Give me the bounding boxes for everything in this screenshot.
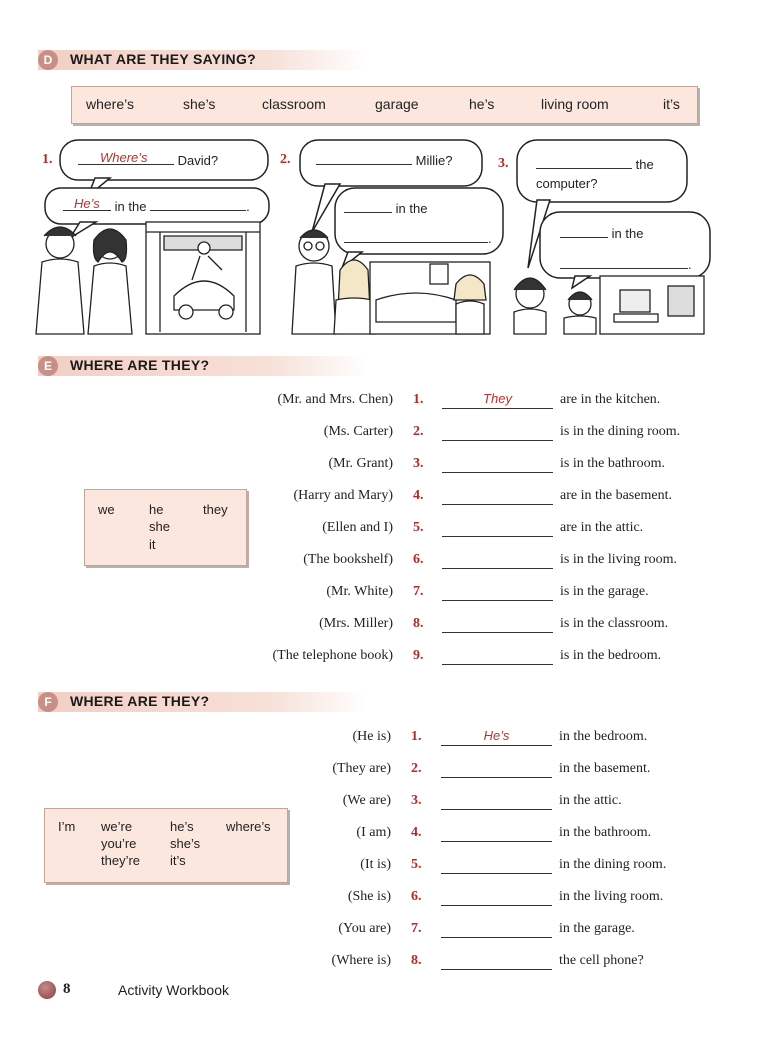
answer-blank[interactable] xyxy=(441,859,552,874)
row-cue: (Ms. Carter) xyxy=(323,424,393,439)
row-cue: (She is) xyxy=(347,889,391,904)
row-number: 8. xyxy=(411,953,422,968)
answer-blank[interactable] xyxy=(441,891,552,906)
answer-blank[interactable] xyxy=(442,458,553,473)
answer-blank[interactable] xyxy=(442,650,553,665)
row-cue: (He is) xyxy=(352,729,391,744)
row-number: 5. xyxy=(411,857,422,872)
row-cue: (Mr. White) xyxy=(326,584,393,599)
row-sentence: in the bedroom. xyxy=(559,729,648,744)
row-number: 8. xyxy=(413,616,424,631)
word-bank-item: living room xyxy=(541,96,609,112)
row-number: 2. xyxy=(411,761,422,776)
word-bank-item: where’s xyxy=(86,96,134,112)
row-cue: (Where is) xyxy=(331,953,391,968)
answer-example: Where’s xyxy=(100,150,148,165)
row-sentence: is in the dining room. xyxy=(560,424,681,439)
answer-blank[interactable] xyxy=(442,618,553,633)
speech-bubbles-illustration xyxy=(0,0,771,340)
row-sentence: in the garage. xyxy=(559,921,635,936)
pronoun: he xyxy=(149,502,164,517)
row-number: 1. xyxy=(411,729,422,744)
bubble-text: in the xyxy=(114,199,147,214)
word-bank-item: he’s xyxy=(469,96,495,112)
row-cue: (They are) xyxy=(332,761,391,776)
row-cue: (It is) xyxy=(360,857,391,872)
pronoun: she xyxy=(149,519,170,534)
row-cue: (You are) xyxy=(338,921,391,936)
row-number: 7. xyxy=(411,921,422,936)
row-number: 2. xyxy=(413,424,424,439)
pronoun: she’s xyxy=(170,836,201,851)
row-number: 3. xyxy=(411,793,422,808)
row-sentence: is in the bathroom. xyxy=(560,456,665,471)
pronoun: we xyxy=(98,502,115,517)
row-number: 3. xyxy=(413,456,424,471)
row-cue: (Mrs. Miller) xyxy=(319,616,393,631)
answer-blank[interactable] xyxy=(536,156,632,169)
bubble-text: the xyxy=(635,157,654,172)
answer-blank[interactable] xyxy=(344,200,392,213)
answer-blank[interactable] xyxy=(441,763,552,778)
bubble-answer-3-line: . xyxy=(560,256,692,272)
pronoun: where’s xyxy=(226,819,271,834)
row-sentence: are in the attic. xyxy=(560,520,644,535)
item-number: 3. xyxy=(498,156,509,171)
row-cue: (We are) xyxy=(342,793,391,808)
pronoun: I’m xyxy=(58,819,76,834)
row-sentence: are in the basement. xyxy=(560,488,672,503)
answer-blank[interactable] xyxy=(560,225,608,238)
row-cue: (Mr. Grant) xyxy=(328,456,393,471)
row-cue: (Harry and Mary) xyxy=(293,488,393,503)
word-bank-item: classroom xyxy=(262,96,326,112)
pronoun: you’re xyxy=(101,836,137,851)
pronoun: he’s xyxy=(170,819,194,834)
answer-blank[interactable] xyxy=(344,230,488,243)
row-cue: (The bookshelf) xyxy=(303,552,393,567)
page-number: 8 xyxy=(63,981,71,997)
bubble-question-1 xyxy=(78,152,218,168)
section-letter: E xyxy=(38,356,58,376)
row-number: 4. xyxy=(411,825,422,840)
answer-blank[interactable] xyxy=(560,256,688,269)
row-sentence: is in the classroom. xyxy=(560,616,669,631)
answer-example: They xyxy=(483,391,512,406)
row-number: 7. xyxy=(413,584,424,599)
row-cue: (Mr. and Mrs. Chen) xyxy=(277,392,393,407)
answer-blank[interactable] xyxy=(441,827,552,842)
row-number: 9. xyxy=(413,648,424,663)
row-sentence: in the basement. xyxy=(559,761,651,776)
item-number: 1. xyxy=(42,152,53,167)
section-title: WHERE ARE THEY? xyxy=(70,357,210,373)
row-number: 6. xyxy=(411,889,422,904)
row-number: 1. xyxy=(413,392,424,407)
page-marker-icon xyxy=(38,981,56,999)
row-number: 4. xyxy=(413,488,424,503)
pronoun: we’re xyxy=(101,819,133,834)
bubble-question-2 xyxy=(316,152,452,168)
bubble-answer-2 xyxy=(344,200,427,216)
answer-blank[interactable] xyxy=(150,198,246,211)
pronoun: it xyxy=(149,537,156,552)
section-title: WHAT ARE THEY SAYING? xyxy=(70,51,256,67)
row-number: 6. xyxy=(413,552,424,567)
row-sentence: in the bathroom. xyxy=(559,825,652,840)
section-letter: F xyxy=(38,692,58,712)
answer-blank[interactable] xyxy=(442,426,553,441)
row-number: 5. xyxy=(413,520,424,535)
row-sentence: is in the living room. xyxy=(560,552,678,567)
pronoun: they’re xyxy=(101,853,141,868)
row-cue: (I am) xyxy=(356,825,391,840)
answer-example: He’s xyxy=(483,728,510,743)
item-number: 2. xyxy=(280,152,291,167)
word-bank-item: garage xyxy=(375,96,419,112)
row-cue: (Ellen and I) xyxy=(322,520,393,535)
answer-blank[interactable] xyxy=(316,152,412,165)
answer-blank[interactable] xyxy=(442,586,553,601)
pronoun-box xyxy=(44,808,288,883)
bubble-answer-1: in the . xyxy=(63,198,250,214)
answer-blank[interactable] xyxy=(441,923,552,938)
bubble-text: in the xyxy=(395,201,428,216)
section-f-header xyxy=(38,692,368,712)
pronoun: they xyxy=(203,502,228,517)
pronoun: it’s xyxy=(170,853,186,868)
word-bank-item: she’s xyxy=(183,96,216,112)
row-cue: (The telephone book) xyxy=(272,648,393,663)
row-sentence: in the attic. xyxy=(559,793,622,808)
bubble-text: David? xyxy=(177,153,219,168)
section-e-header xyxy=(38,356,368,376)
answer-blank[interactable] xyxy=(442,490,553,505)
pronoun-box xyxy=(84,489,247,566)
section-title: WHERE ARE THEY? xyxy=(70,693,210,709)
row-sentence: in the living room. xyxy=(559,889,664,904)
section-letter: D xyxy=(38,50,58,70)
bubble-answer-3 xyxy=(560,225,643,241)
bubble-text: in the xyxy=(611,226,644,241)
bubble-answer-2-line: . xyxy=(344,230,492,246)
answer-blank[interactable] xyxy=(441,955,552,970)
bubble-text: computer? xyxy=(536,176,598,191)
bubble-question-3 xyxy=(536,156,654,172)
row-sentence: is in the bedroom. xyxy=(560,648,662,663)
answer-blank[interactable] xyxy=(442,522,553,537)
row-sentence: in the dining room. xyxy=(559,857,667,872)
book-title: Activity Workbook xyxy=(118,982,229,998)
answer-example: He’s xyxy=(74,196,100,211)
answer-blank[interactable] xyxy=(442,554,553,569)
row-sentence: the cell phone? xyxy=(559,953,644,968)
row-sentence: are in the kitchen. xyxy=(560,392,661,407)
word-bank-item: it’s xyxy=(663,96,680,112)
row-sentence: is in the garage. xyxy=(560,584,649,599)
bubble-text: Millie? xyxy=(415,153,453,168)
answer-blank[interactable] xyxy=(441,795,552,810)
